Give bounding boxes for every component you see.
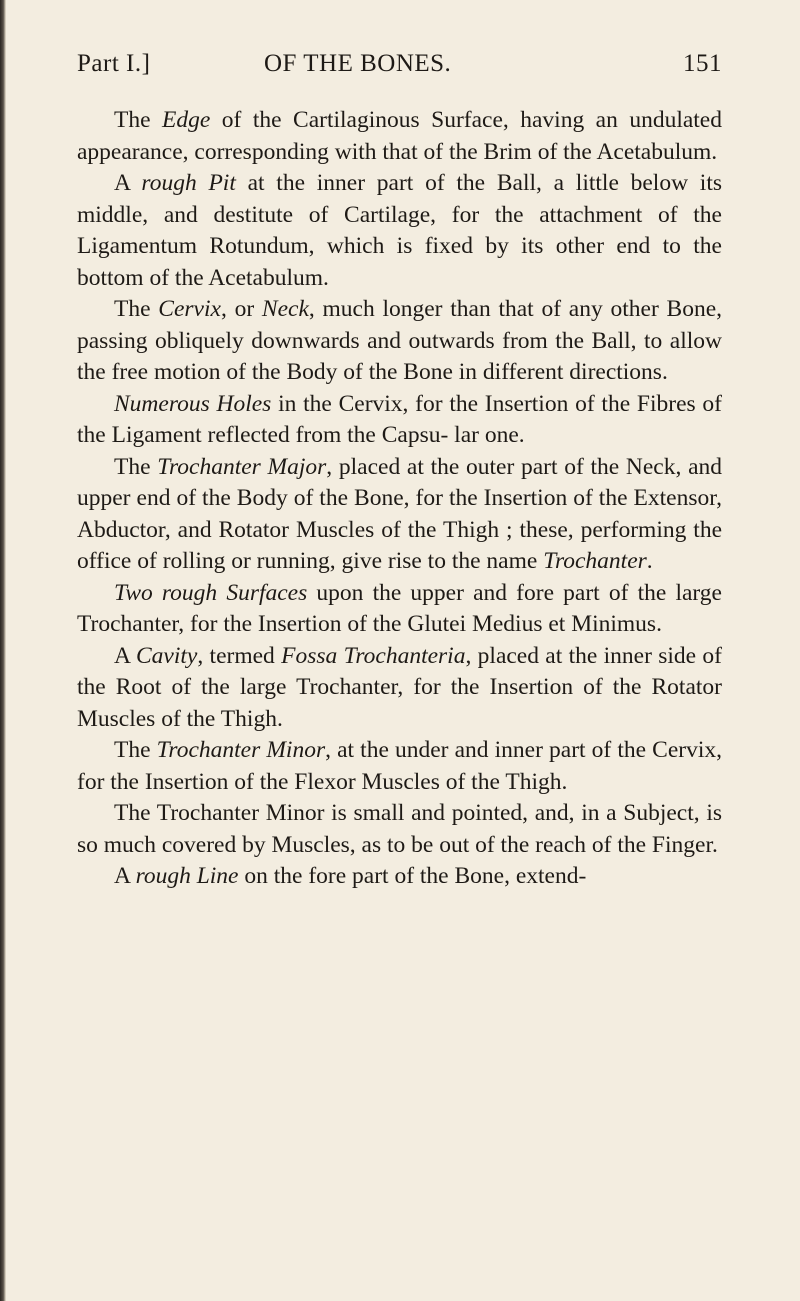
text-run: , much longer than that of any other Bone, passing obliquely downwards and outwards from the Ball, to allow the free motion of the Body of the Bone in different directions.	[77, 296, 722, 385]
italic-term: Trochanter	[543, 548, 647, 574]
italic-term: Fossa Trochanteria	[281, 642, 466, 669]
text-run: , at the under and inner part of the Cervix, for the Insertion of the Flexor Muscles of the Thigh.	[77, 737, 723, 795]
text-run: , placed at the inner side of the Root of the large Trochanter, for the Insertion of the Rotator Muscles of the Thigh.	[77, 642, 722, 732]
header-title: OF THE BONES.	[264, 50, 452, 77]
text-run: A	[114, 170, 142, 196]
italic-term: Cavity	[136, 642, 198, 669]
italic-term: rough Pit	[141, 170, 236, 196]
italic-term: Edge	[162, 107, 211, 133]
paragraph	[77, 798, 722, 861]
text-run: , termed	[197, 642, 282, 669]
text-run: A	[114, 642, 136, 669]
text-run: The	[114, 107, 163, 133]
text-run: The	[114, 453, 158, 480]
italic-term: Numerous Holes	[114, 390, 272, 417]
paragraph	[77, 578, 722, 641]
page-binding-edge	[0, 0, 6, 1301]
text-run: .	[646, 548, 653, 574]
page-number: 151	[683, 50, 722, 77]
paragraph	[77, 452, 722, 578]
paragraph	[77, 105, 722, 168]
text-run: The	[114, 737, 157, 763]
text-run: , placed at the outer part of the Neck, and upper end of the Body of the Bone, for the Insertion of the Extensor, Abductor, and Rotator Muscles of the Thigh ; these, performing the office of rolling or running, give rise to the name	[77, 453, 722, 574]
italic-term: rough Line	[135, 863, 239, 889]
text-run: A	[114, 863, 136, 889]
paragraph	[77, 294, 722, 389]
text-run: in the Cervix, for the Insertion of the Fibres of the Ligament reflected from the Capsu- lar one.	[77, 390, 722, 448]
text-run: of the Cartilaginous Surface, having an undulated appearance, corresponding with that of the Brim of the Acetabulum.	[77, 107, 722, 165]
paragraph	[77, 735, 722, 798]
italic-term: Trochanter Major	[157, 453, 327, 480]
running-header	[77, 50, 722, 84]
text-run: at the inner part of the Ball, a little below its middle, and destitute of Cartilage, for the attachment of the Ligamentum Rotundum, which is fixed by its other end to the bottom of the Acetabulum.	[77, 170, 722, 291]
body-text	[77, 105, 722, 893]
paragraph	[77, 641, 722, 736]
paragraph	[77, 861, 722, 893]
text-run: The	[114, 296, 159, 322]
italic-term: Trochanter Minor	[156, 737, 326, 763]
text-run: upon the upper and fore part of the large Trochanter, for the Insertion of the Glutei Medius et Minimus.	[77, 579, 722, 637]
text-run: The Trochanter Minor is small and pointed, and, in a Subject, is so much covered by Muscles, as to be out of the reach of the Finger.	[77, 800, 722, 858]
paragraph	[77, 168, 722, 294]
italic-term: Neck	[261, 296, 309, 322]
header-part-label: Part I.]	[77, 50, 151, 77]
text-run: , or	[220, 296, 262, 322]
italic-term: Cervix	[158, 296, 221, 322]
text-run: on the fore part of the Bone, extend-	[238, 863, 587, 889]
italic-term: Two rough Surfaces	[114, 579, 308, 606]
paragraph	[77, 389, 722, 452]
